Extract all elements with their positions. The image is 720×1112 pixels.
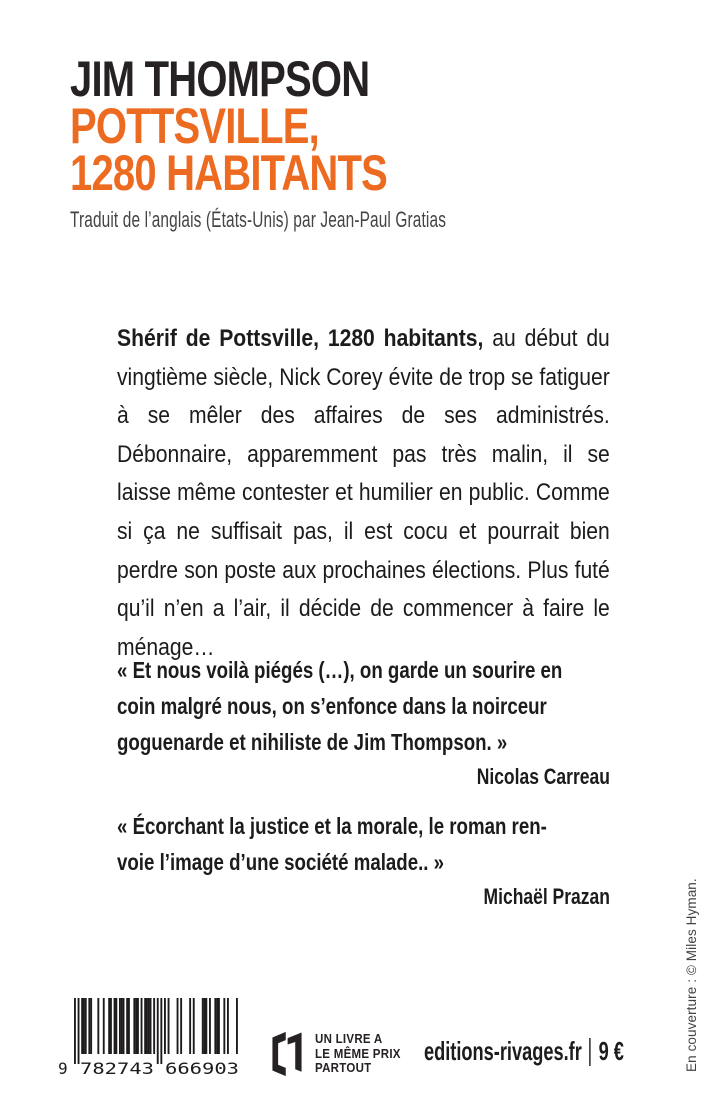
quote-attribution: Michaël Prazan — [483, 884, 610, 909]
quote-line: « Écorchant la justice et la morale, le roman ren- — [117, 813, 547, 839]
quote-line: voie l’image d’une société malade.. » — [117, 849, 445, 875]
price-separator — [589, 1038, 590, 1066]
header — [70, 51, 466, 201]
logo-text-line: UN LIVRE A — [315, 1032, 383, 1047]
price: 9 € — [598, 1036, 624, 1066]
translation-credit: Traduit de l’anglais (États-Unis) par Jean-Paul Gratias — [70, 207, 447, 232]
photo-credit: En couverture : © Miles Hyman. — [684, 878, 699, 1072]
press-quote-2 — [117, 808, 610, 910]
single-price-logo — [268, 1027, 408, 1081]
quote-line: goguenarde et nihiliste de Jim Thompson. » — [117, 729, 508, 755]
open-book-icon — [268, 1027, 306, 1081]
quote-attribution: Nicolas Carreau — [476, 764, 610, 789]
barcode-icon — [56, 998, 248, 1078]
synopsis-lead: Shérif de Pottsville, 1280 habitants, — [117, 325, 484, 352]
ean-barcode — [56, 998, 248, 1078]
book-title-line-1: POTTSVILLE, — [70, 98, 319, 154]
synopsis-body: au début du vingtième siècle, Nick Corey évite de trop se fatiguer à se mêler des affaires de ses administrés. Débonnaire, apparemment pas très malin, il se laisse même contester et humilier en public. Comme si ça ne suffisait pas, il est cocu et pourrait bien perdre son poste aux prochaines élections. Plus futé qu’il n’en a l’air, il décide de commencer à faire le ménage… — [117, 325, 610, 661]
quote-line: coin malgré nous, on s’enfonce dans la noirceur — [117, 693, 547, 719]
logo-text-line: PARTOUT — [315, 1061, 372, 1076]
quote-line: « Et nous voilà piégés (…), on garde un sourire en — [117, 657, 563, 683]
svg-text:782743: 782743 — [80, 1059, 154, 1078]
svg-text:666903: 666903 — [165, 1059, 239, 1078]
author-name: JIM THOMPSON — [70, 51, 370, 107]
press-quote-1 — [117, 652, 610, 790]
logo-text-line: LE MÊME PRIX — [315, 1046, 401, 1061]
book-title-line-2: 1280 HABITANTS — [70, 145, 388, 201]
svg-text:9: 9 — [58, 1059, 68, 1078]
website-url: editions-rivages.fr — [424, 1036, 582, 1066]
publisher-website-price — [424, 1036, 624, 1067]
single-price-logo-text — [315, 1032, 401, 1076]
synopsis-paragraph — [117, 320, 610, 667]
